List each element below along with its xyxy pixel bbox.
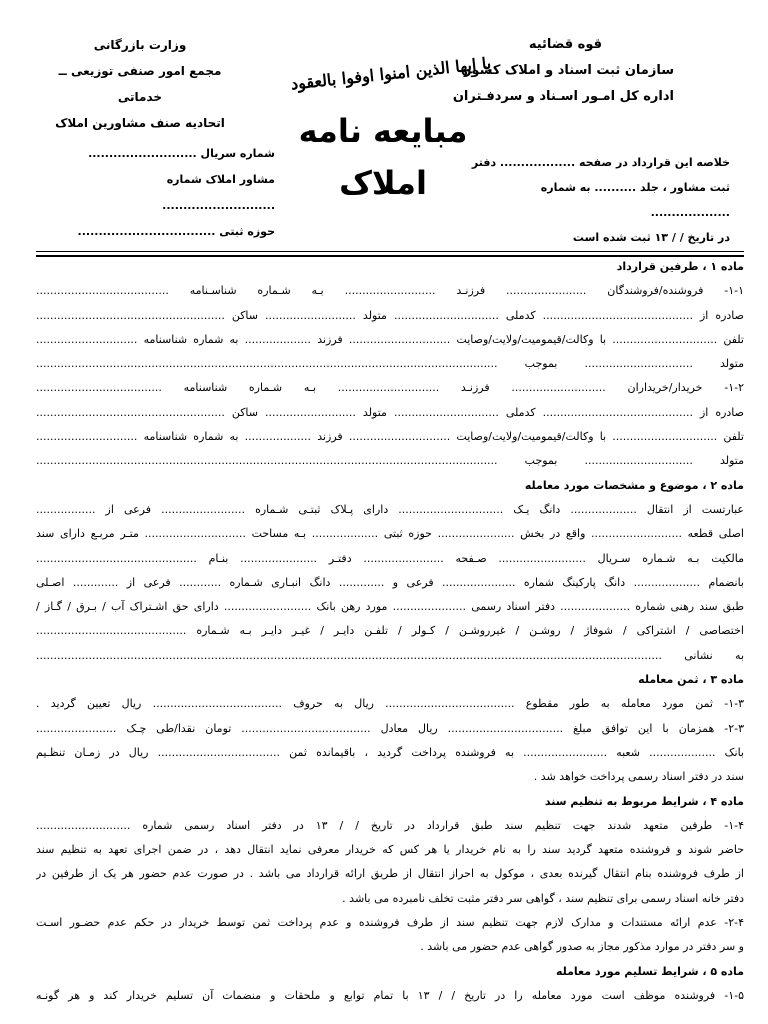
- contract-body: [36, 255, 744, 1008]
- contract-line: بانضمام ................... دانگ پارکینگ شماره ..................... فرعی و ............. دانگ انبـاری شـماره ............ فرعی از ............. اصـلی: [36, 575, 744, 589]
- contract-line: دفتر خانه اسناد رسمی برای تنظیم سند ، گواهی سر دفتر مثبت تخلف نامبرده می باشد .: [342, 891, 744, 905]
- document-title: مبایعه نامه: [298, 112, 468, 150]
- contract-line: حاضر شوند و فروشنده متعهد گردید سند را به نام خریدار یا هر کس که خریدار معرفی نماید انتقال دهد ، در ضمن اجرای تعهد به تنظیم سند: [36, 843, 744, 857]
- contract-line: مالکیت بـه شـماره سـریال ......................... صـفحه ....................... دفتـر ...................... بنـام ..............................................: [36, 551, 744, 565]
- contract-line: ۱-۲- خریدار/خریداران ........................... فرزنـد ............................. بـه شـماره شناسنامه ....................................: [36, 381, 744, 395]
- contract-line: طبق سند رهنی شماره .................... دفتر اسناد رسمی ..................... مورد رهن بانک ......................... دارای حق اشـتراک آب / بـرق / گـاز /: [36, 600, 744, 614]
- contract-line: صادره از ........................................... کدملی .............................. متولد .......................... ساکن ......................................................: [36, 405, 744, 419]
- document-subtitle: املاک: [339, 164, 427, 202]
- document-header: [0, 0, 768, 250]
- registration-summary: [470, 150, 730, 250]
- summary-volume-line: ثبت مشاور ، جلد .......... به شماره ...................: [540, 181, 730, 219]
- contract-line: ۱-۳- ثمن مورد معامله به طور مقطوع ..................................... ریال به حروف ..................................... ریال تعیین گردید .: [36, 697, 744, 711]
- contract-line: ۲-۳- همزمان با این توافق مبلغ ................................. ریال معادل ..................................... تومان نقدا/طی چـک .......................: [36, 721, 744, 735]
- serial-info: [60, 141, 275, 245]
- contract-line: تلفن .............................. با وکالت/قیمومیت/ولایت/وصایت ............................. فرزند ................... به شماره شناسنامه .............................: [36, 332, 744, 346]
- summary-date-line: در تاریخ / / ۱۳ ثبت شده است: [572, 231, 730, 244]
- ministry-line: وزارت بازرگانی: [93, 38, 187, 52]
- quran-verse: یا ایها الذین امنوا اوفوا بالعقود: [289, 53, 493, 94]
- article-heading: ماده ۲ ، موضوع و مشخصات مورد معامله: [524, 478, 744, 492]
- registration-org-line: سازمان ثبت اسناد و املاک کشور: [463, 63, 674, 78]
- contract-line: متولد ............................... بموجب ....................................................................................................................................: [36, 454, 744, 468]
- contract-line: تلفن .............................. با وکالت/قیمومیت/ولایت/وصایت ............................. فرزند ................... به شماره شناسنامه .............................: [36, 430, 744, 444]
- article-heading: ماده ۴ ، شرایط مربوط به تنظیم سند: [544, 794, 744, 808]
- registry-zone-line: حوزه ثبتی .................................: [77, 225, 275, 238]
- commerce-header: [40, 32, 240, 136]
- contract-line: ۱-۴- طرفین متعهد شدند جهت تنظیم سند طبق قرارداد در تاریخ / / ۱۳ در دفتر اسناد رسمی شماره ...........................: [36, 818, 744, 832]
- contract-line: و سر دفتر در موارد مذکور مجاز به صدور گواهی عدم حضور می باشد .: [420, 940, 744, 954]
- article-heading: ماده ۵ ، شرایط تسلیم مورد معامله: [555, 964, 744, 978]
- article-heading: ماده ۳ ، ثمن معامله: [638, 673, 744, 687]
- guild-assembly-line: مجمع امور صنفی توزیعی ــ خدماتی: [58, 64, 222, 104]
- contract-line: بانک ................... شعبه ........................ به فروشنده پرداخت گردید ، باقیمانده ثمن ................................... ریال در زمـان تنظـیم: [36, 745, 744, 759]
- contract-line: اختصاصی / اشتراکی / شوفاژ / روشـن / غیرروشـن / کـولر / تلفـن دایـر / غیـر دایـر بـه شـماره ...........................................: [36, 624, 744, 638]
- contract-line: متولد ............................... بموجب ....................................................................................................................................: [36, 357, 744, 371]
- contract-line: به نشانی ...................................................................................................................................................................................: [36, 648, 744, 662]
- contract-line: سند در دفتر اسناد رسمی پرداخت خواهد شد .: [533, 770, 744, 784]
- union-line: اتحادیه صنف مشاورین املاک: [55, 116, 225, 130]
- contract-line: ۱-۱- فروشنده/فروشندگان ....................... فرزنـد .......................... بـه شـماره شناسـنامه ......................................: [36, 284, 744, 298]
- contract-line: ۱-۵- فروشنده موظف است مورد معامله را در تاریخ / / ۱۳ با تمام توابع و ملحقات و منضمات آن تسلیم خریدار کند و هر گونـه: [36, 988, 744, 1002]
- contract-line: ۲-۴- عدم ارائه مستندات و مدارک لازم جهت تنظیم سند از طرف فروشنده و عدم پرداخت ثمن توسط خریدار در حکم عدم حضـور اسـت: [36, 916, 744, 930]
- summary-page-line: خلاصه این قرارداد در صفحه .................. دفتر: [471, 156, 730, 169]
- contract-line: صادره از ........................................... کدملی .............................. متولد .......................... ساکن ......................................................: [36, 308, 744, 322]
- judiciary-line: قوه قضائیه: [528, 37, 602, 52]
- agent-number-line: مشاور املاک شماره ...........................: [162, 173, 275, 212]
- contract-line: از طرف فروشنده بنام انتقال گیرنده بعدی ، موکول به احراز انتقال از طریق ارائه قرارداد می باشد . در صورت عدم حضور هر یک از طرفین در: [36, 867, 744, 881]
- article-heading: ماده ۱ ، طرفین قرارداد: [616, 260, 744, 273]
- contract-line: اصلی قطعه .......................... واقع در بخش ...................... حوزه ثبتی ................... بـه مساحت ............................. متـر مربـع دارای سند: [36, 527, 744, 541]
- contract-line: عبارتست از انتقال ................... دانگ یـک .............................. دارای پـلاک ثبتـی شـماره ........................ فرعی از .................: [36, 502, 744, 516]
- header-divider: [36, 251, 744, 252]
- serial-number-line: شماره سریال ..........................: [88, 147, 275, 160]
- notary-dept-line: اداره کل امـور اسـناد و سردفـتران: [452, 89, 674, 104]
